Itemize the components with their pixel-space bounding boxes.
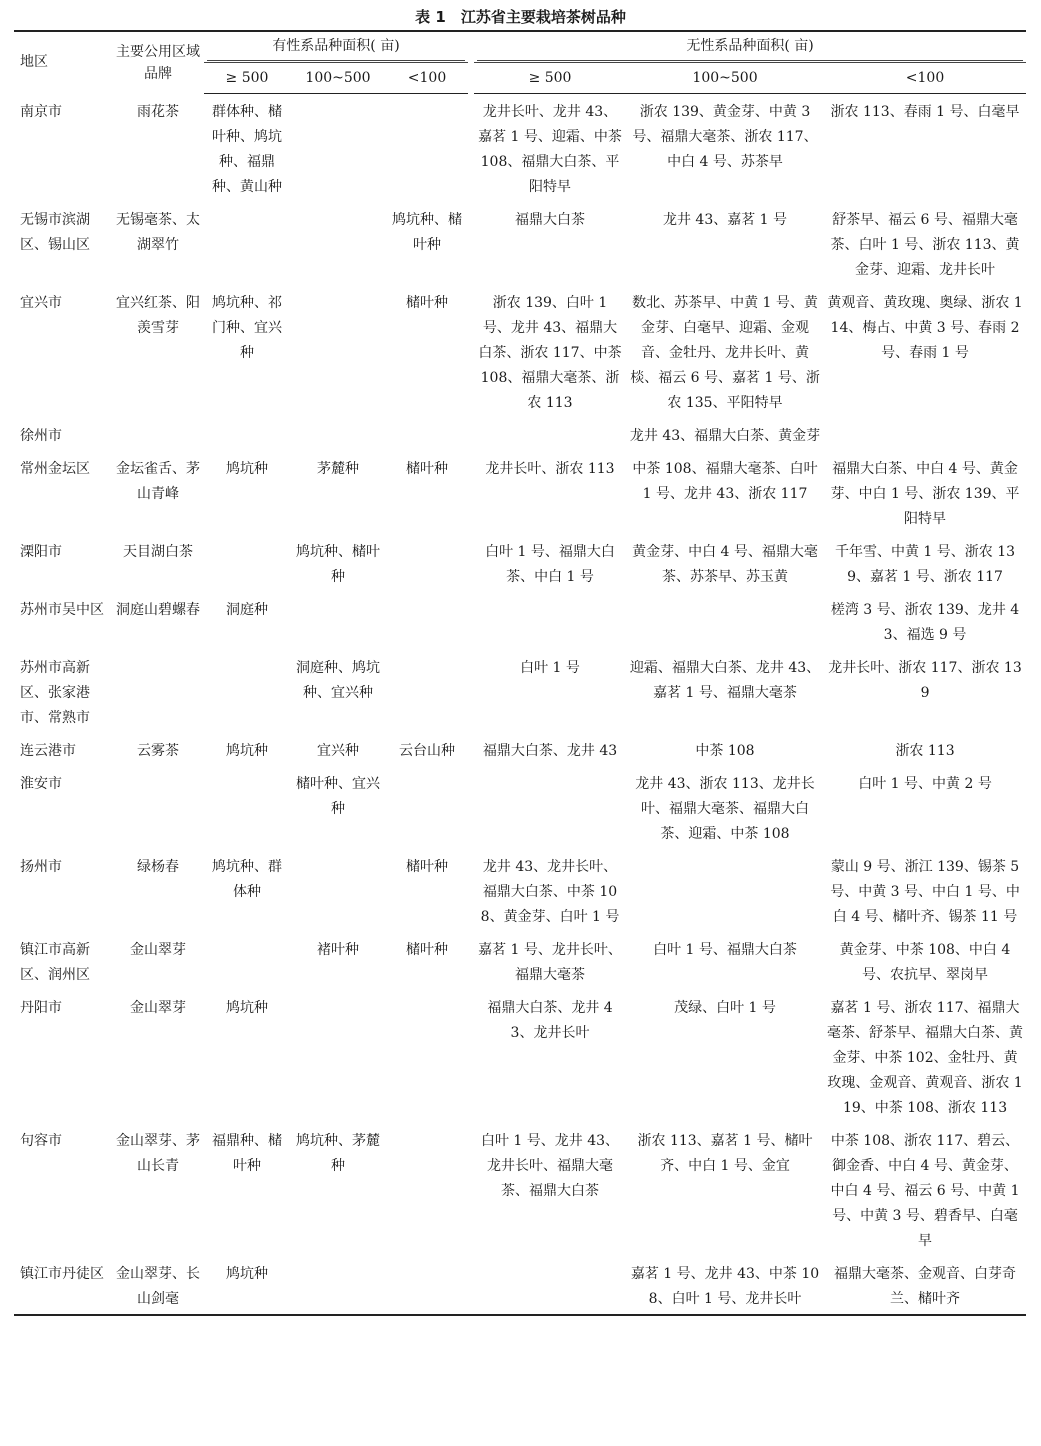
- cell-clonal-100-500: 龙井 43、福鼎大白茶、黄金芽: [629, 428, 821, 444]
- cell-clonal-under100: 龙井长叶、浙农 117、浙农 139: [828, 660, 1022, 701]
- cell-sexual-500plus: [204, 766, 290, 849]
- cell-sexual-500plus: 鸠坑种: [226, 1000, 268, 1016]
- cell-clonal-100-500: 茂绿、白叶 1 号: [674, 1000, 776, 1016]
- cell-brand: 云雾茶: [137, 743, 179, 759]
- cell-clonal-500plus: 福鼎大白茶: [515, 212, 586, 228]
- cell-region: 连云港市: [20, 743, 76, 759]
- cell-region: 句容市: [20, 1133, 62, 1149]
- table-row: [14, 932, 1026, 990]
- cell-clonal-100-500: 嘉茗 1 号、龙井 43、中茶 108、白叶 1 号、龙井长叶: [626, 1256, 824, 1315]
- cell-region: 淮安市: [20, 776, 62, 792]
- cell-sexual-under100: 槠叶种: [406, 859, 448, 875]
- cell-sexual-100-500: 茅麓种: [317, 461, 359, 477]
- table-row: [14, 534, 1026, 592]
- cell-brand: 金山翠芽: [130, 1000, 186, 1016]
- header-sexual-bin-1: ≥ 500: [204, 63, 290, 94]
- cell-brand: 雨花茶: [137, 103, 179, 120]
- cell-clonal-500plus: 浙农 139、白叶 1 号、龙井 43、福鼎大白茶、浙农 117、中茶 108、福鼎大毫茶、浙农 113: [478, 295, 622, 411]
- cell-clonal-100-500: [626, 592, 824, 650]
- table-row: [14, 202, 1026, 285]
- cell-clonal-100-500: 迎霜、福鼎大白茶、龙井 43、嘉茗 1 号、福鼎大毫茶: [629, 660, 821, 701]
- cell-clonal-under100: 蒙山 9 号、浙江 139、锡茶 5 号、中黄 3 号、中白 1 号、中白 4 号、槠叶齐、锡茶 11 号: [830, 859, 1020, 925]
- table-row: [14, 990, 1026, 1123]
- header-sexual-bin-3: <100: [386, 63, 468, 94]
- cell-clonal-100-500: 龙井 43、嘉茗 1 号: [662, 212, 788, 228]
- cell-clonal-500plus: 龙井 43、龙井长叶、福鼎大白茶、中茶 108、黄金芽、白叶 1 号: [480, 859, 620, 925]
- cell-region: 宜兴市: [20, 295, 62, 311]
- cell-sexual-100-500: 鸠坑种、茅麓种: [296, 1133, 380, 1174]
- cell-sexual-100-500: [290, 202, 386, 285]
- table-row: [14, 451, 1026, 534]
- cell-sexual-100-500: 褚叶种: [317, 942, 359, 958]
- table-body: [14, 94, 1026, 1316]
- cell-brand: 宜兴红茶、阳羡雪芽: [116, 295, 200, 336]
- cell-region: 无锡市滨湖区、锡山区: [20, 212, 90, 253]
- cell-clonal-under100: 浙农 113: [895, 743, 955, 759]
- tea-varieties-table: [14, 30, 1026, 1316]
- cell-sexual-500plus: [204, 534, 290, 592]
- cell-sexual-100-500: 宜兴种: [317, 743, 359, 759]
- cell-region: 徐州市: [20, 428, 62, 444]
- cell-sexual-100-500: [290, 849, 386, 932]
- cell-clonal-100-500: 中茶 108: [695, 743, 755, 759]
- cell-sexual-500plus: 鸠坑种: [226, 461, 268, 477]
- cell-sexual-under100: 云台山种: [399, 743, 455, 759]
- header-sexual-group: [204, 31, 468, 63]
- cell-clonal-under100: 黄金芽、中茶 108、中白 4 号、农抗早、翠岗早: [839, 942, 1011, 983]
- cell-sexual-500plus: 福鼎种、槠叶种: [212, 1133, 282, 1174]
- cell-sexual-500plus: 鸠坑种、祁门种、宜兴种: [212, 295, 282, 361]
- cell-clonal-500plus: [474, 766, 626, 849]
- cell-clonal-500plus: 龙井长叶、浙农 113: [485, 461, 615, 477]
- header-clonal-group: [474, 31, 1026, 63]
- cell-sexual-under100: [386, 1123, 468, 1256]
- cell-region: 丹阳市: [20, 1000, 62, 1016]
- cell-sexual-under100: 槠叶种: [406, 295, 448, 311]
- cell-region: 扬州市: [20, 859, 62, 875]
- cell-clonal-under100: 中茶 108、浙农 117、碧云、御金香、中白 4 号、黄金芽、中白 4 号、福云 6 号、中黄 1 号、中黄 3 号、碧香早、白毫早: [830, 1133, 1020, 1249]
- cell-clonal-under100: 白叶 1 号、中黄 2 号: [858, 776, 992, 792]
- cell-clonal-500plus: 白叶 1 号: [520, 660, 580, 676]
- cell-brand: 金坛雀舌、茅山青峰: [116, 461, 200, 502]
- cell-clonal-under100: 浙农 113、春雨 1 号、白毫早: [830, 104, 1020, 120]
- cell-clonal-100-500: 数北、苏茶早、中黄 1 号、黄金芽、白毫早、迎霜、金观音、金牡丹、龙井长叶、黄棪、福云 6 号、嘉茗 1 号、浙农 135、平阳特早: [630, 295, 820, 411]
- header-sexual-group-label: 有性系品种面积( 亩): [207, 34, 465, 61]
- cell-sexual-100-500: 槠叶种、宜兴种: [296, 776, 380, 817]
- cell-sexual-under100: [386, 990, 468, 1123]
- cell-sexual-under100: [386, 94, 468, 203]
- cell-brand: 无锡毫茶、太湖翠竹: [116, 212, 200, 253]
- cell-sexual-under100: [386, 650, 468, 733]
- cell-sexual-under100: 鸠坑种、槠叶种: [392, 212, 462, 253]
- cell-region: 苏州市高新区、张家港市、常熟市: [20, 660, 90, 726]
- table-row: [14, 1256, 1026, 1315]
- cell-clonal-100-500: 白叶 1 号、福鼎大白茶: [653, 942, 797, 958]
- cell-clonal-100-500: 龙井 43、浙农 113、龙井长叶、福鼎大毫茶、福鼎大白茶、迎霜、中茶 108: [635, 776, 815, 842]
- cell-clonal-500plus: [474, 592, 626, 650]
- cell-sexual-under100: [386, 534, 468, 592]
- cell-clonal-500plus: 福鼎大白茶、龙井 43: [482, 743, 618, 759]
- header-clonal-bin-3: <100: [824, 63, 1026, 94]
- header-clonal-group-label: 无性系品种面积( 亩): [477, 34, 1023, 61]
- cell-sexual-500plus: [204, 202, 290, 285]
- cell-clonal-500plus: 白叶 1 号、福鼎大白茶、中白 1 号: [485, 544, 615, 585]
- cell-brand: [112, 650, 204, 733]
- cell-region: 南京市: [20, 103, 62, 120]
- table-row: [14, 94, 1026, 203]
- cell-clonal-under100: [824, 418, 1026, 451]
- cell-brand: [112, 418, 204, 451]
- header-clonal-bin-1: ≥ 500: [474, 63, 626, 94]
- cell-clonal-100-500: 浙农 139、黄金芽、中黄 3 号、福鼎大毫茶、浙农 117、中白 4 号、苏茶早: [632, 104, 818, 170]
- table-row: [14, 418, 1026, 451]
- cell-brand: 金山翠芽、茅山长青: [116, 1133, 200, 1174]
- cell-sexual-100-500: [290, 418, 386, 451]
- cell-clonal-under100: 千年雪、中黄 1 号、浙农 139、嘉茗 1 号、浙农 117: [834, 544, 1016, 585]
- cell-sexual-500plus: [204, 418, 290, 451]
- cell-sexual-500plus: 群体种、槠叶种、鸠坑种、福鼎种、黄山种: [212, 104, 282, 195]
- table-row: [14, 285, 1026, 418]
- cell-brand: 金山翠芽: [130, 942, 186, 958]
- cell-sexual-100-500: [290, 592, 386, 650]
- cell-sexual-500plus: 鸠坑种: [204, 1256, 290, 1315]
- cell-clonal-under100: 福鼎大白茶、中白 4 号、黄金芽、中白 1 号、浙农 139、平阳特早: [830, 461, 1020, 527]
- cell-sexual-500plus: 鸠坑种、群体种: [212, 859, 282, 900]
- cell-clonal-500plus: [474, 1256, 626, 1315]
- cell-brand: 绿杨春: [137, 859, 179, 875]
- cell-brand: [112, 766, 204, 849]
- table-caption: 表 1 江苏省主要栽培茶树品种: [415, 8, 626, 26]
- cell-sexual-under100: [386, 418, 468, 451]
- cell-sexual-500plus: 洞庭种: [226, 602, 268, 618]
- header-sexual-bin-2: 100~500: [290, 63, 386, 94]
- cell-clonal-under100: 嘉茗 1 号、浙农 117、福鼎大毫茶、舒茶早、福鼎大白茶、黄金芽、中茶 102、金牡丹、黄玫瑰、金观音、黄观音、浙农 119、中茶 108、浙农 113: [827, 1000, 1024, 1116]
- cell-region: 溧阳市: [20, 544, 62, 560]
- cell-region: 苏州市吴中区: [20, 602, 104, 618]
- header-brand: 主要公用区域品牌: [112, 31, 204, 94]
- cell-clonal-500plus: 龙井长叶、龙井 43、嘉茗 1 号、迎霜、中茶 108、福鼎大白茶、平阳特早: [478, 104, 622, 195]
- cell-sexual-100-500: [290, 285, 386, 418]
- table-row: [14, 849, 1026, 932]
- cell-clonal-100-500: [626, 849, 824, 932]
- cell-sexual-under100: [386, 766, 468, 849]
- cell-clonal-under100: 黄观音、黄玫瑰、奥绿、浙农 114、梅占、中黄 3 号、春雨 2 号、春雨 1 号: [827, 295, 1023, 361]
- cell-clonal-500plus: 福鼎大白茶、龙井 43、龙井长叶: [487, 1000, 613, 1041]
- cell-sexual-100-500: [290, 1256, 386, 1315]
- cell-sexual-100-500: 鸠坑种、槠叶种: [296, 544, 380, 585]
- table-row: [14, 592, 1026, 650]
- cell-sexual-under100: [386, 592, 468, 650]
- cell-clonal-under100: 福鼎大毫茶、金观音、白芽奇兰、槠叶齐: [824, 1256, 1026, 1315]
- cell-sexual-100-500: 洞庭种、鸠坑种、宜兴种: [296, 660, 380, 701]
- cell-region: 镇江市丹徒区: [14, 1256, 112, 1315]
- cell-brand: 天目湖白茶: [123, 544, 193, 560]
- table-row: [14, 733, 1026, 766]
- cell-sexual-500plus: [204, 932, 290, 990]
- header-region: 地区: [14, 31, 112, 94]
- cell-clonal-under100: 槎湾 3 号、浙农 139、龙井 43、福选 9 号: [830, 602, 1020, 643]
- cell-clonal-100-500: 浙农 113、嘉茗 1 号、槠叶齐、中白 1 号、金宜: [637, 1133, 813, 1174]
- cell-sexual-under100: [386, 1256, 468, 1315]
- cell-sexual-100-500: [290, 990, 386, 1123]
- cell-brand: 洞庭山碧螺春: [116, 602, 200, 618]
- cell-clonal-500plus: 白叶 1 号、龙井 43、龙井长叶、福鼎大毫茶、福鼎大白茶: [480, 1133, 620, 1199]
- cell-region: 常州金坛区: [20, 461, 90, 477]
- cell-clonal-under100: 舒茶早、福云 6 号、福鼎大毫茶、白叶 1 号、浙农 113、黄金芽、迎霜、龙井长叶: [830, 212, 1020, 278]
- cell-clonal-500plus: [474, 418, 626, 451]
- table-row: [14, 766, 1026, 849]
- cell-clonal-100-500: 中茶 108、福鼎大毫茶、白叶 1 号、龙井 43、浙农 117: [632, 461, 818, 502]
- cell-sexual-500plus: 鸠坑种: [226, 743, 268, 759]
- table-row: [14, 650, 1026, 733]
- cell-sexual-100-500: [290, 94, 386, 203]
- cell-clonal-500plus: 嘉茗 1 号、龙井长叶、福鼎大毫茶: [478, 942, 622, 983]
- cell-sexual-500plus: [204, 650, 290, 733]
- cell-clonal-100-500: 黄金芽、中白 4 号、福鼎大毫茶、苏茶早、苏玉黄: [632, 544, 818, 585]
- cell-sexual-under100: 槠叶种: [406, 942, 448, 958]
- cell-sexual-under100: 槠叶种: [406, 461, 448, 477]
- table-row: [14, 1123, 1026, 1256]
- cell-brand: 金山翠芽、长山剑毫: [112, 1256, 204, 1315]
- header-clonal-bin-2: 100~500: [626, 63, 824, 94]
- cell-region: 镇江市高新区、润州区: [20, 942, 90, 983]
